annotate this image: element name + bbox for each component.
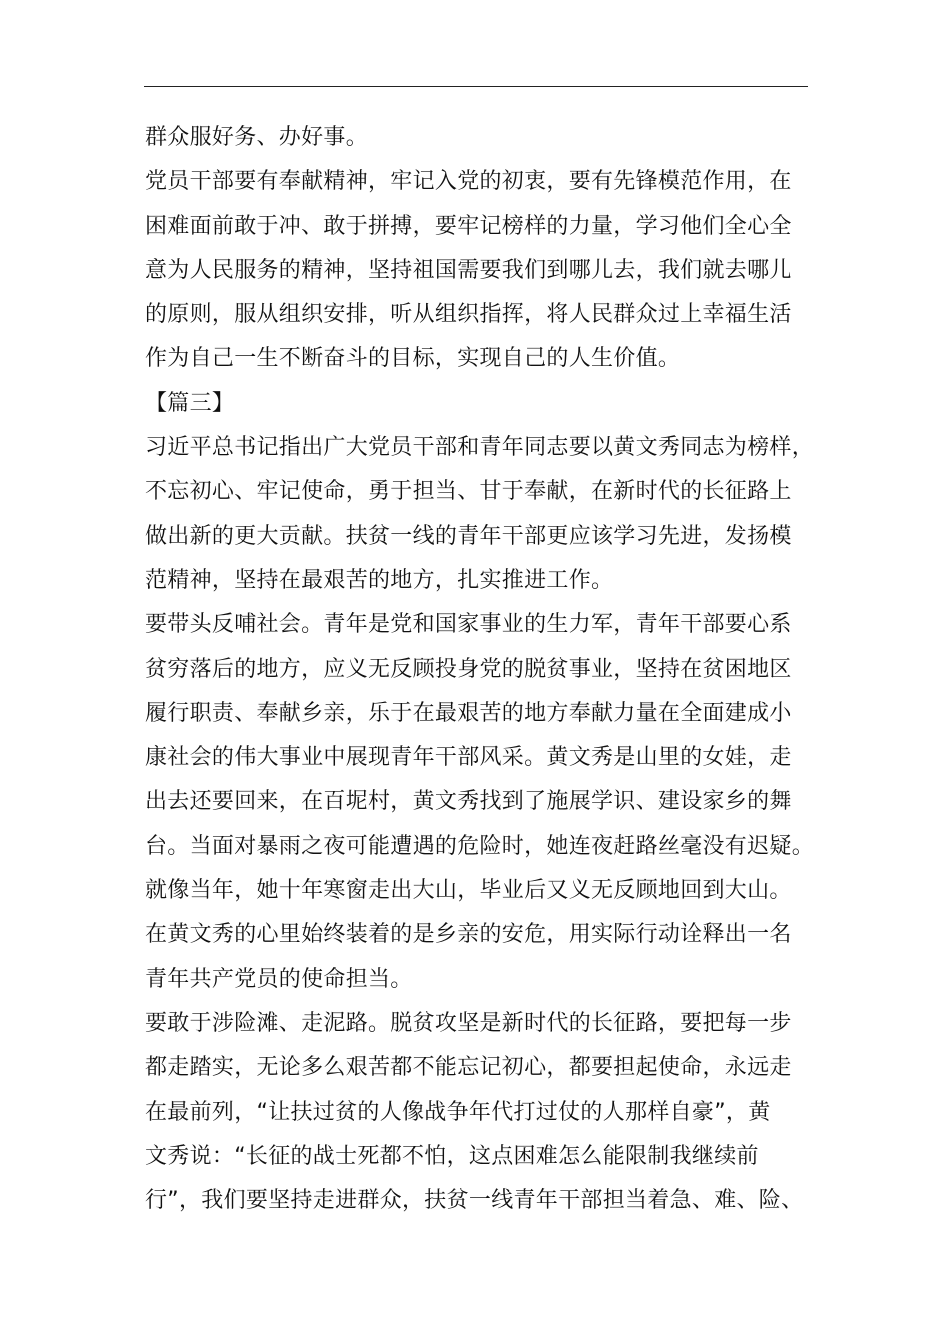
text-line: 就像当年，她十年寒窗走出大山，毕业后又义无反顾地回到大山。	[145, 878, 792, 904]
text-line: 都走踏实，无论多么艰苦都不能忘记初心，都要担起使命，永远走	[145, 1055, 792, 1081]
text-line: 文秀说：“长征的战士死都不怕，这点困难怎么能限制我继续前	[145, 1143, 759, 1169]
text-line: 群众服好务、办好事。	[145, 125, 369, 150]
text-line: 履行职责、奉献乡亲，乐于在最艰苦的地方奉献力量在全面建成小	[145, 700, 792, 726]
text-line: 困难面前敢于冲、敢于拼搏，要牢记榜样的力量，学习他们全心全	[145, 213, 792, 239]
text-line: 康社会的伟大事业中展现青年干部风采。黄文秀是山里的女娃，走	[145, 745, 792, 771]
text-line: 的原则，服从组织安排，听从组织指挥，将人民群众过上幸福生活	[145, 302, 792, 328]
text-line: 做出新的更大贡献。扶贫一线的青年干部更应该学习先进，发扬模	[145, 523, 792, 549]
text-line: 范精神，坚持在最艰苦的地方，扎实推进工作。	[145, 567, 614, 593]
text-line: 贫穷落后的地方，应义无反顾投身党的脱贫事业，坚持在贫困地区	[145, 656, 792, 682]
text-line: 在最前列，“让扶过贫的人像战争年代打过仗的人那样自豪”，黄	[145, 1099, 771, 1125]
text-line: 作为自己一生不断奋斗的目标，实现自己的人生价值。	[145, 346, 681, 372]
text-line: 青年共产党员的使命担当。	[145, 966, 413, 992]
text-line: 出去还要回来，在百坭村，黄文秀找到了施展学识、建设家乡的舞	[145, 789, 792, 815]
text-line: 在黄文秀的心里始终装着的是乡亲的安危，用实际行动诠释出一名	[145, 922, 792, 948]
text-line: 意为人民服务的精神，坚持祖国需要我们到哪儿去，我们就去哪儿	[145, 257, 792, 283]
body-text	[145, 116, 825, 1223]
text-line: 行”，我们要坚持走进群众，扶贫一线青年干部担当着急、难、险、	[145, 1188, 804, 1214]
text-line: 习近平总书记指出广大党员干部和青年同志要以黄文秀同志为榜样，	[145, 435, 815, 461]
header-divider	[144, 86, 808, 87]
text-line: 台。当面对暴雨之夜可能遭遇的危险时，她连夜赶路丝毫没有迟疑。	[145, 833, 815, 859]
text-line: 要带头反哺社会。青年是党和国家事业的生力军，青年干部要心系	[145, 612, 792, 638]
text-line: 党员干部要有奉献精神，牢记入党的初衷，要有先锋模范作用，在	[145, 169, 792, 195]
text-line: 不忘初心、牢记使命，勇于担当、甘于奉献，在新时代的长征路上	[145, 479, 792, 505]
text-line: 要敢于涉险滩、走泥路。脱贫攻坚是新时代的长征路，要把每一步	[145, 1010, 792, 1036]
section-heading: 【篇三】	[145, 390, 235, 416]
